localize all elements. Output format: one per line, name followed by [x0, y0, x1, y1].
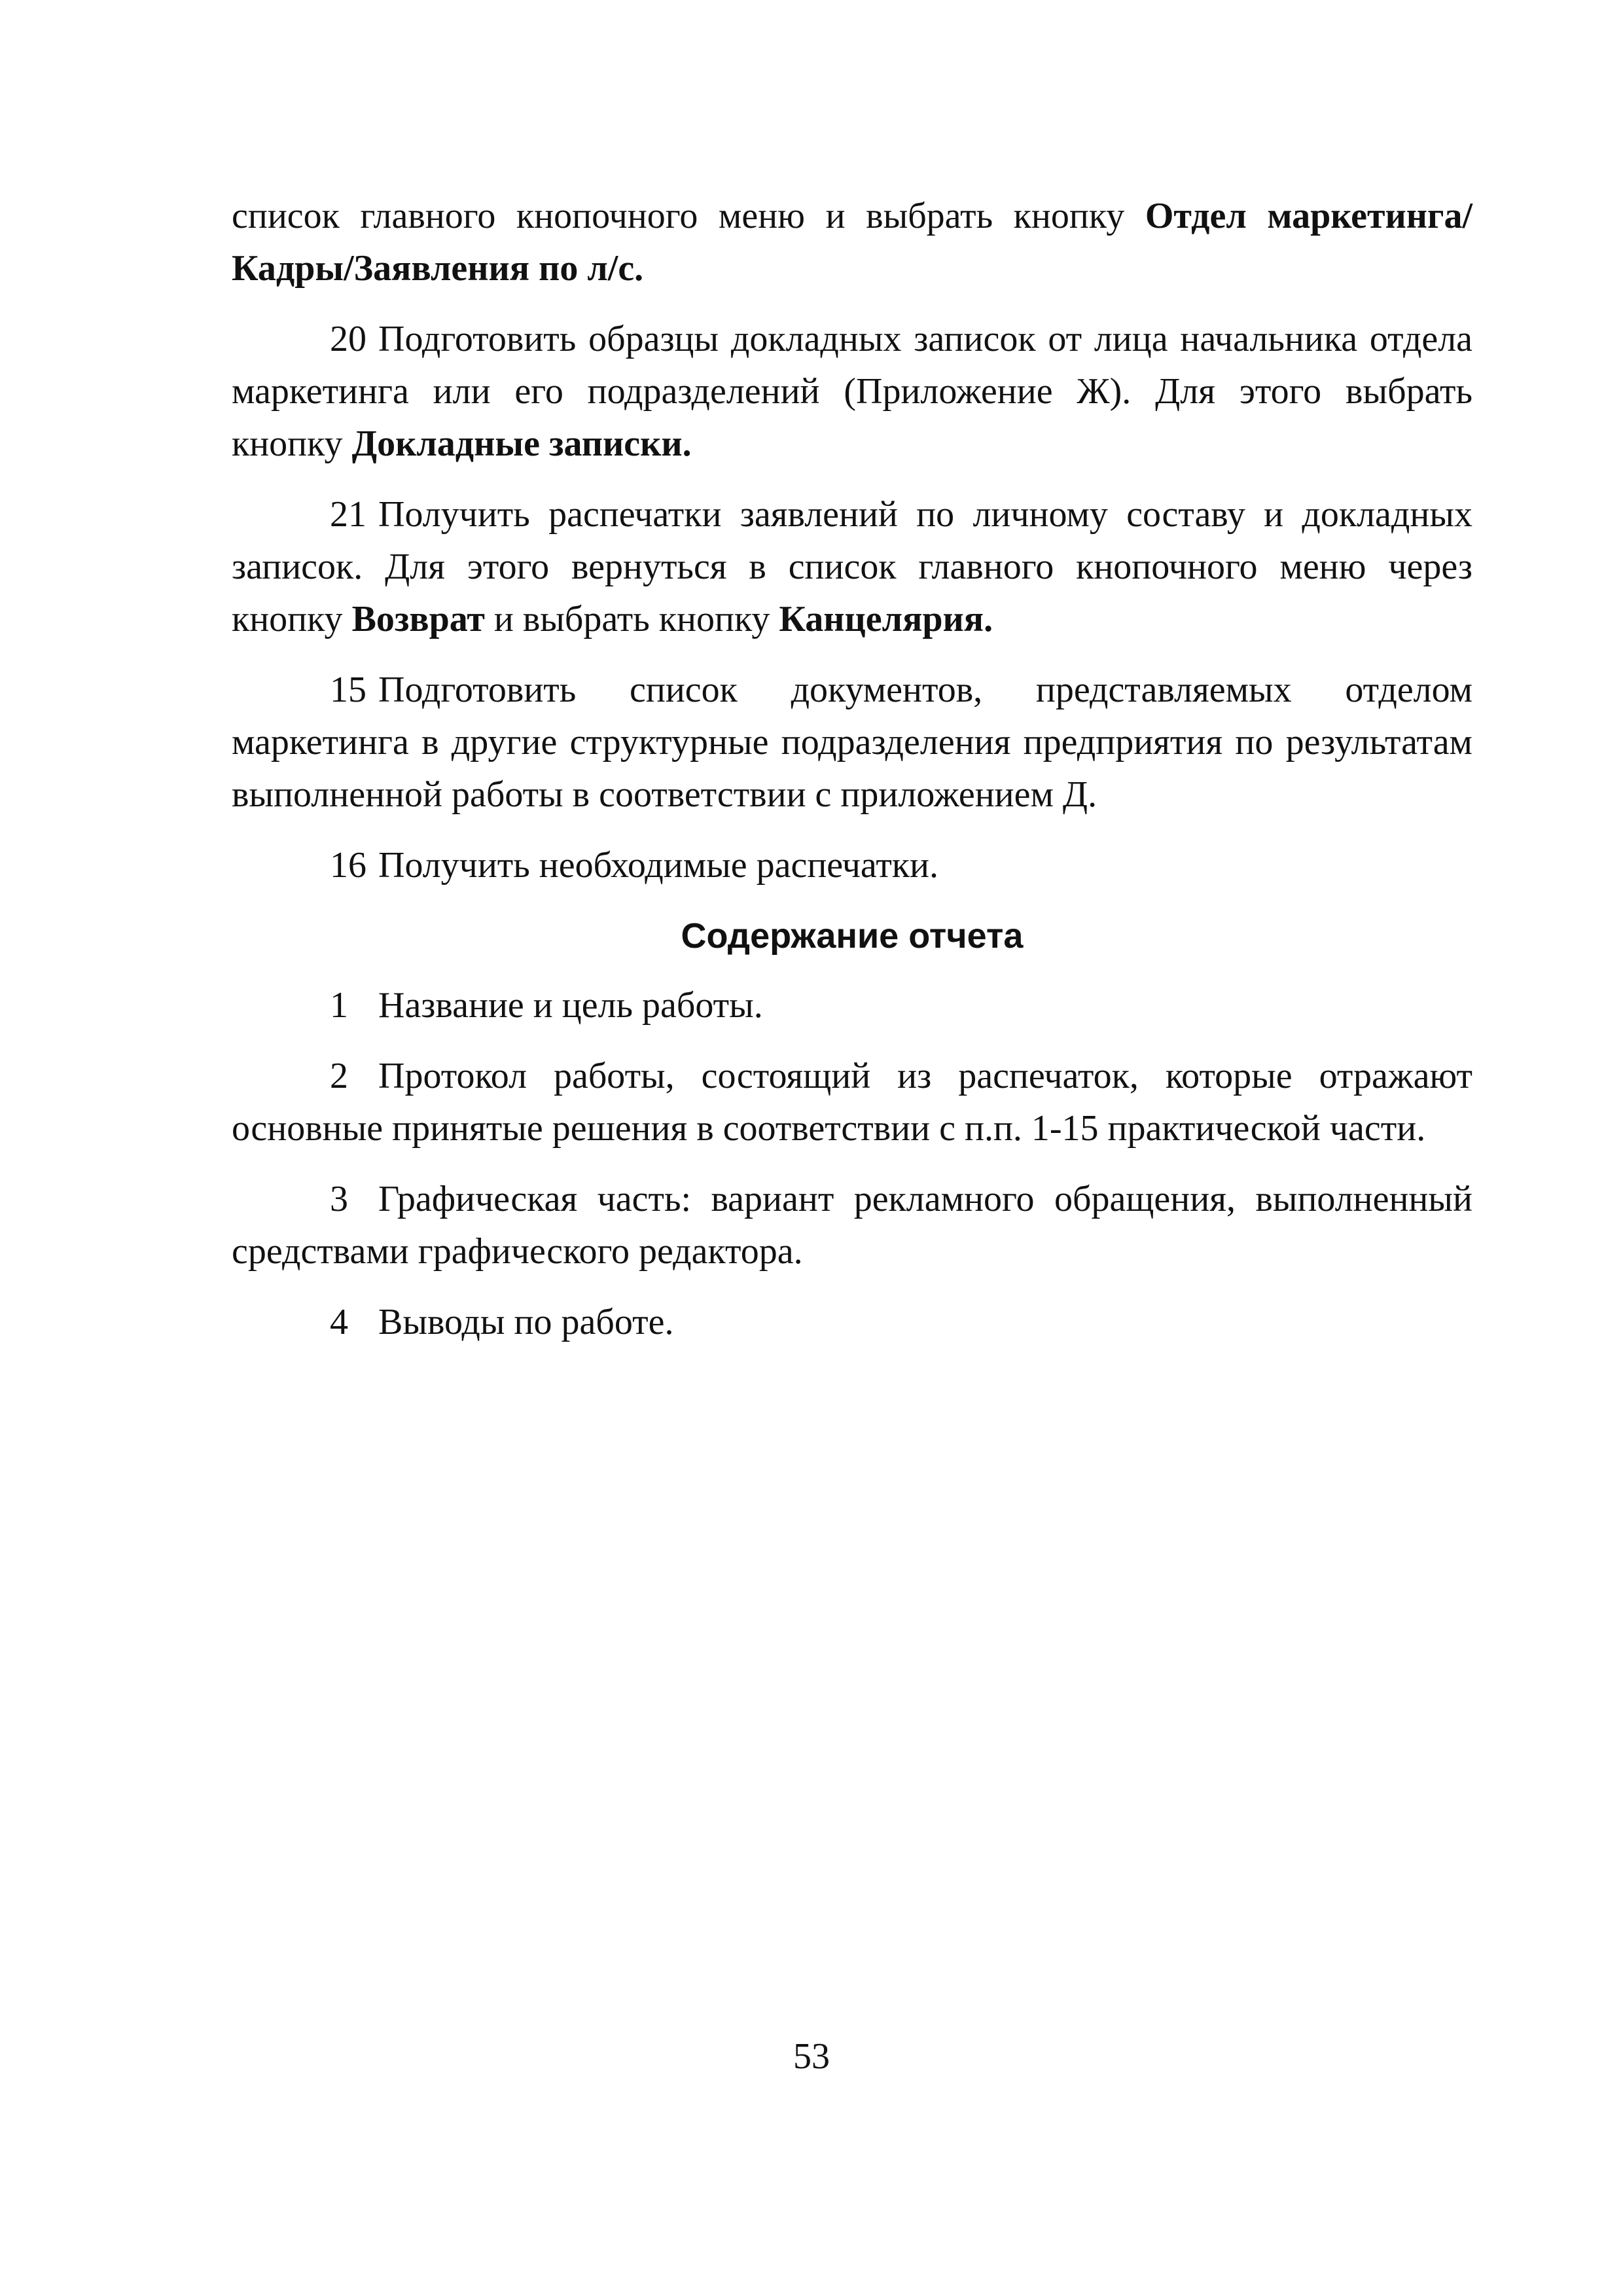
page-body — [232, 190, 1472, 1367]
paragraph-text: Подготовить список документов, представляемых отделом маркетинга в другие структурные подразделения предприятия по результатам выполненной работы в соответствии с приложением Д. — [232, 670, 1472, 815]
paragraph-item-21 — [232, 488, 1472, 645]
paragraph-text: Получить распечатки заявлений по личному составу и докладных записок. Для этого вернуться в список главного кнопочного меню через кнопку — [232, 494, 1472, 639]
report-item-text: Протокол работы, состоящий из распечаток, которые отражают основные принятые решения в соответствии с п.п. 1-15 практической части. — [232, 1056, 1472, 1149]
report-item-2 — [232, 1050, 1472, 1155]
paragraph-text: Получить необходимые распечатки. — [378, 845, 938, 886]
paragraph-text: и выбрать кнопку — [484, 599, 779, 639]
paragraph-item-20 — [232, 313, 1472, 470]
item-number: 15 — [330, 670, 366, 710]
paragraph-item-16 — [232, 839, 1472, 891]
item-number: 3 — [330, 1179, 348, 1219]
report-item-4 — [232, 1296, 1472, 1348]
report-item-text: Название и цель работы. — [378, 985, 763, 1026]
report-item-text: Выводы по работе. — [378, 1302, 674, 1342]
paragraph-bold-text: Отдел маркетинга/Кадры/Заявления по л/с. — [232, 196, 1472, 289]
section-heading: Содержание отчета — [681, 916, 1024, 956]
item-number: 21 — [330, 494, 366, 535]
item-number: 4 — [330, 1302, 348, 1342]
report-item-1 — [232, 979, 1472, 1031]
paragraph-bold-text: Канцелярия. — [779, 599, 993, 639]
paragraph-continuation — [232, 190, 1472, 295]
report-item-3 — [232, 1173, 1472, 1278]
page-number: 53 — [793, 2036, 830, 2077]
report-item-text: Графическая часть: вариант рекламного обращения, выполненный средствами графического редактора. — [232, 1179, 1472, 1272]
paragraph-bold-text: Возврат — [351, 599, 485, 639]
item-number: 2 — [330, 1056, 348, 1096]
item-number: 1 — [330, 985, 348, 1026]
item-number: 16 — [330, 845, 366, 886]
paragraph-item-15 — [232, 664, 1472, 821]
paragraph-bold-text: Докладные записки. — [351, 423, 692, 464]
item-number: 20 — [330, 319, 366, 359]
paragraph-text: список главного кнопочного меню и выбрать кнопку — [232, 196, 1145, 236]
paragraph-text: Подготовить образцы докладных записок от лица начальника отдела маркетинга или его подразделений (Приложение Ж). Для этого выбрать кнопку — [232, 319, 1472, 464]
